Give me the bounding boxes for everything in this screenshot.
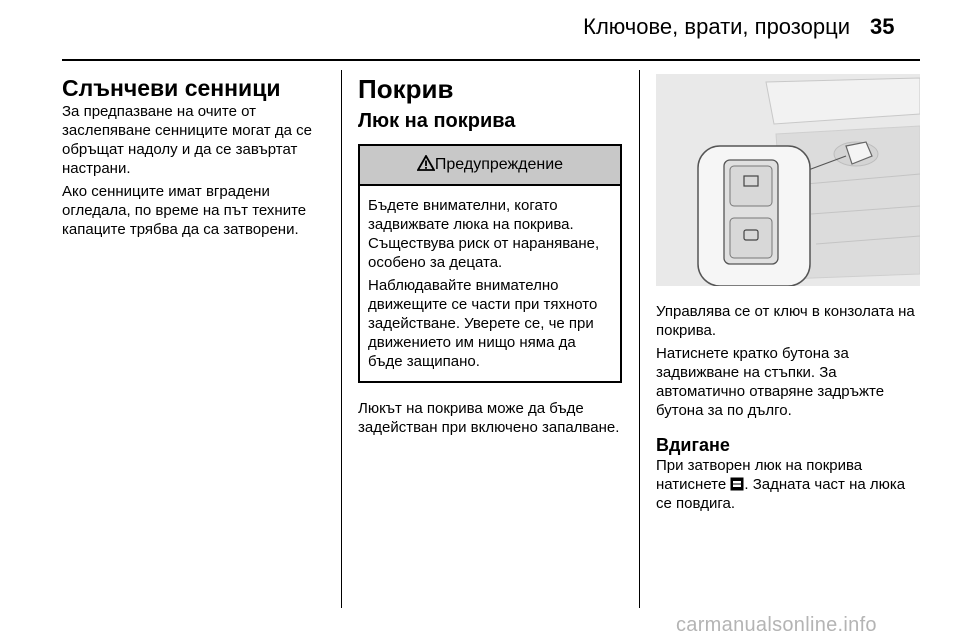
roof-heading: Покрив — [358, 74, 454, 104]
header-rule — [62, 59, 920, 61]
sunroof-heading: Люк на покрива — [358, 110, 516, 132]
warning-paragraph-1: Бъдете внимателни, когато задвижвате люка на покрива. Съществува риск от нараняване, особено за децата. — [368, 197, 600, 271]
page-number: 35 — [870, 14, 895, 39]
roof-console-drawing — [656, 74, 920, 286]
sunroof-operation-section — [656, 74, 920, 517]
column-divider-right — [639, 70, 640, 608]
column-divider-left — [341, 70, 342, 608]
sun-visors-section — [62, 74, 332, 243]
lift-text-before: При затворен люк на покрива натиснете — [656, 457, 863, 493]
press-button-paragraph: Натиснете кратко бутона за задвижване на стъпки. За автоматично отваряне задръжте бутона за по дълго. — [656, 345, 885, 419]
lift-heading: Вдигане — [656, 435, 730, 455]
lift-text-after: . Задната част на люка се повдига. — [656, 476, 906, 512]
sun-visors-paragraph-2: Ако сенниците имат вградени огледала, по време на път техните капаците трябва да са затворени. — [62, 183, 307, 238]
roof-section — [358, 74, 622, 441]
header-title: Ключове, врати, прозорци — [583, 14, 850, 39]
sunroof-ignition-paragraph: Люкът на покрива може да бъде задействан при включено запалване. — [358, 400, 620, 436]
sun-visors-heading: Слънчеви сенници — [62, 75, 281, 101]
lift-paragraph — [656, 456, 920, 513]
watermark: carmanualsonline.info — [676, 614, 877, 636]
sunroof-tilt-icon — [730, 477, 744, 491]
console-switch-paragraph: Управлява се от ключ в конзолата на покрива. — [656, 303, 915, 339]
warning-box — [358, 144, 622, 383]
warning-paragraph-2: Наблюдавайте внимателно движещите се части при тяхното задействане. Уверете се, че при движението им нищо няма да бъде защипано. — [368, 277, 598, 370]
warning-header — [360, 146, 620, 186]
roof-console-illustration — [656, 74, 920, 286]
sun-visors-paragraph-1: За предпазване на очите от заслепяване сенниците могат да се обръщат надолу и да се завъртат настрани. — [62, 103, 312, 177]
warning-triangle-icon — [417, 155, 435, 171]
warning-title: Предупреждение — [434, 156, 564, 173]
